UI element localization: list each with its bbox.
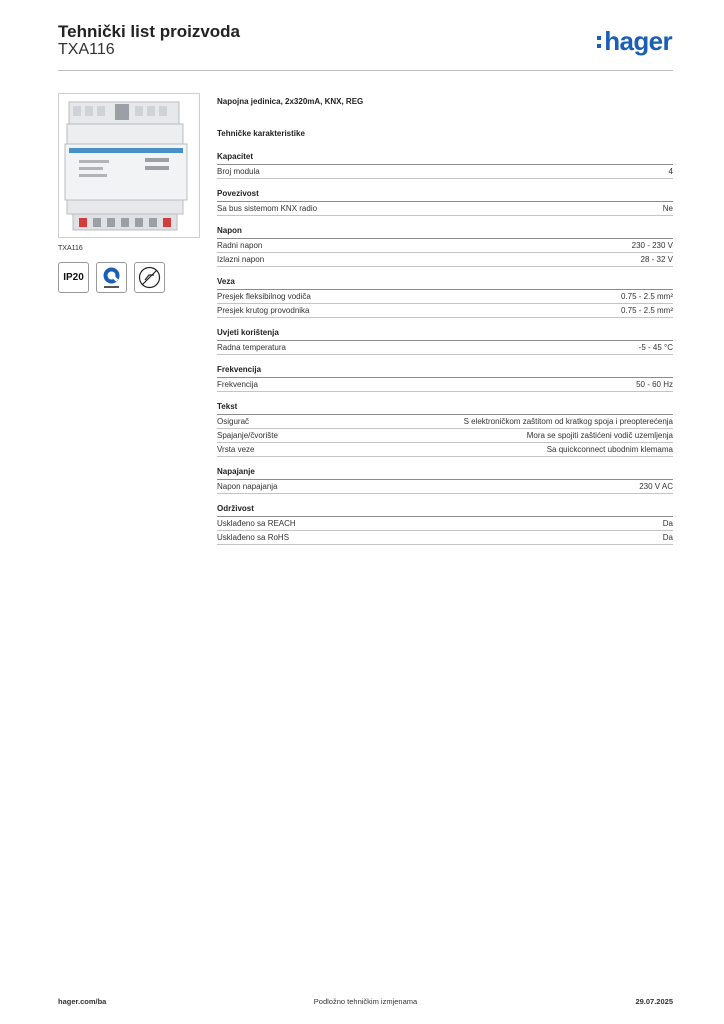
- spec-value: Da: [662, 533, 673, 542]
- spec-value: 230 V AC: [639, 482, 673, 491]
- footer-date: 29.07.2025: [635, 997, 673, 1006]
- footer-note: Podložno tehničkim izmjenama: [313, 997, 418, 1006]
- spec-row: [217, 415, 673, 429]
- spec-row: [217, 429, 673, 443]
- spec-label: Radna temperatura: [217, 343, 286, 352]
- spec-label: Usklađeno sa REACH: [217, 519, 296, 528]
- hager-logo: [604, 26, 672, 57]
- spec-group-title: Napon: [217, 224, 673, 239]
- spec-value: 0.75 - 2.5 mm²: [620, 292, 673, 301]
- spec-label: Osigurač: [217, 417, 250, 426]
- spec-group: [217, 363, 673, 392]
- spec-label: Presjek fleksibilnog vodiča: [217, 292, 311, 301]
- spec-value: S elektroničkom zaštitom od kratkog spoja i preopterećenja: [463, 417, 673, 426]
- spec-value: Da: [662, 519, 673, 528]
- spec-value: 0.75 - 2.5 mm²: [620, 306, 673, 315]
- spec-group: [217, 150, 673, 179]
- spec-group: [217, 502, 673, 545]
- spec-row: [217, 290, 673, 304]
- spec-row: [217, 517, 673, 531]
- spec-row: [217, 202, 673, 216]
- product-device-icon: [59, 94, 199, 237]
- spec-group-title: Kapacitet: [217, 150, 673, 165]
- spec-group-title: Veza: [217, 275, 673, 290]
- spec-value: Ne: [662, 204, 673, 213]
- spec-row: [217, 165, 673, 179]
- spec-value: 4: [668, 167, 673, 176]
- product-image: [58, 93, 200, 238]
- page-header: [58, 20, 673, 71]
- spec-group: [217, 275, 673, 318]
- spec-value: Mora se spojiti zaštićeni vodič uzemljenja: [526, 431, 673, 440]
- spec-row: [217, 378, 673, 392]
- spec-group: [217, 326, 673, 355]
- spec-group-title: Tekst: [217, 400, 673, 415]
- spec-group: [217, 465, 673, 494]
- spec-label: Frekvencija: [217, 380, 258, 389]
- spec-row: [217, 304, 673, 318]
- spec-value: -5 - 45 °C: [638, 343, 673, 352]
- spec-group-title: Napajanje: [217, 465, 673, 480]
- spec-group-title: Povezivost: [217, 187, 673, 202]
- spec-label: Radni napon: [217, 241, 263, 250]
- spec-row: [217, 341, 673, 355]
- product-description: Napojna jedinica, 2x320mA, KNX, REG: [217, 97, 364, 106]
- spec-label: Spajanje/čvorište: [217, 431, 278, 440]
- spec-label: Vrsta veze: [217, 445, 255, 454]
- product-code: TXA116: [58, 41, 115, 58]
- spec-label: Izlazni napon: [217, 255, 265, 264]
- spec-label: Broj modula: [217, 167, 260, 176]
- quality-seal-icon: [96, 262, 127, 293]
- spec-label: Napon napajanja: [217, 482, 278, 491]
- spec-label: Presjek krutog provodnika: [217, 306, 310, 315]
- spec-value: Sa quickconnect ubodnim klemama: [546, 445, 673, 454]
- spec-row: [217, 239, 673, 253]
- spec-label: Sa bus sistemom KNX radio: [217, 204, 318, 213]
- page-title: Tehnički list proizvoda: [58, 22, 240, 41]
- section-title: Tehničke karakteristike: [217, 129, 305, 138]
- spec-group-title: Frekvencija: [217, 363, 673, 378]
- ip20-badge: IP20: [58, 262, 89, 293]
- logo-dots-icon: [597, 36, 601, 52]
- spec-value: 50 - 60 Hz: [636, 380, 673, 389]
- spec-label: Usklađeno sa RoHS: [217, 533, 290, 542]
- spec-value: 28 - 32 V: [640, 255, 673, 264]
- image-caption: TXA116: [58, 245, 83, 252]
- spec-value: 230 - 230 V: [631, 241, 673, 250]
- spec-groups: [217, 150, 673, 545]
- no-screw-icon: [134, 262, 165, 293]
- spec-group: [217, 187, 673, 216]
- spec-group-title: Održivost: [217, 502, 673, 517]
- spec-group: [217, 224, 673, 267]
- logo-text: hager: [604, 26, 672, 56]
- spec-row: [217, 531, 673, 545]
- spec-group-title: Uvjeti korištenja: [217, 326, 673, 341]
- spec-row: [217, 443, 673, 457]
- spec-row: [217, 480, 673, 494]
- spec-row: [217, 253, 673, 267]
- technical-data: [217, 96, 673, 553]
- spec-group: [217, 400, 673, 457]
- website-link[interactable]: hager.com/ba: [58, 997, 107, 1006]
